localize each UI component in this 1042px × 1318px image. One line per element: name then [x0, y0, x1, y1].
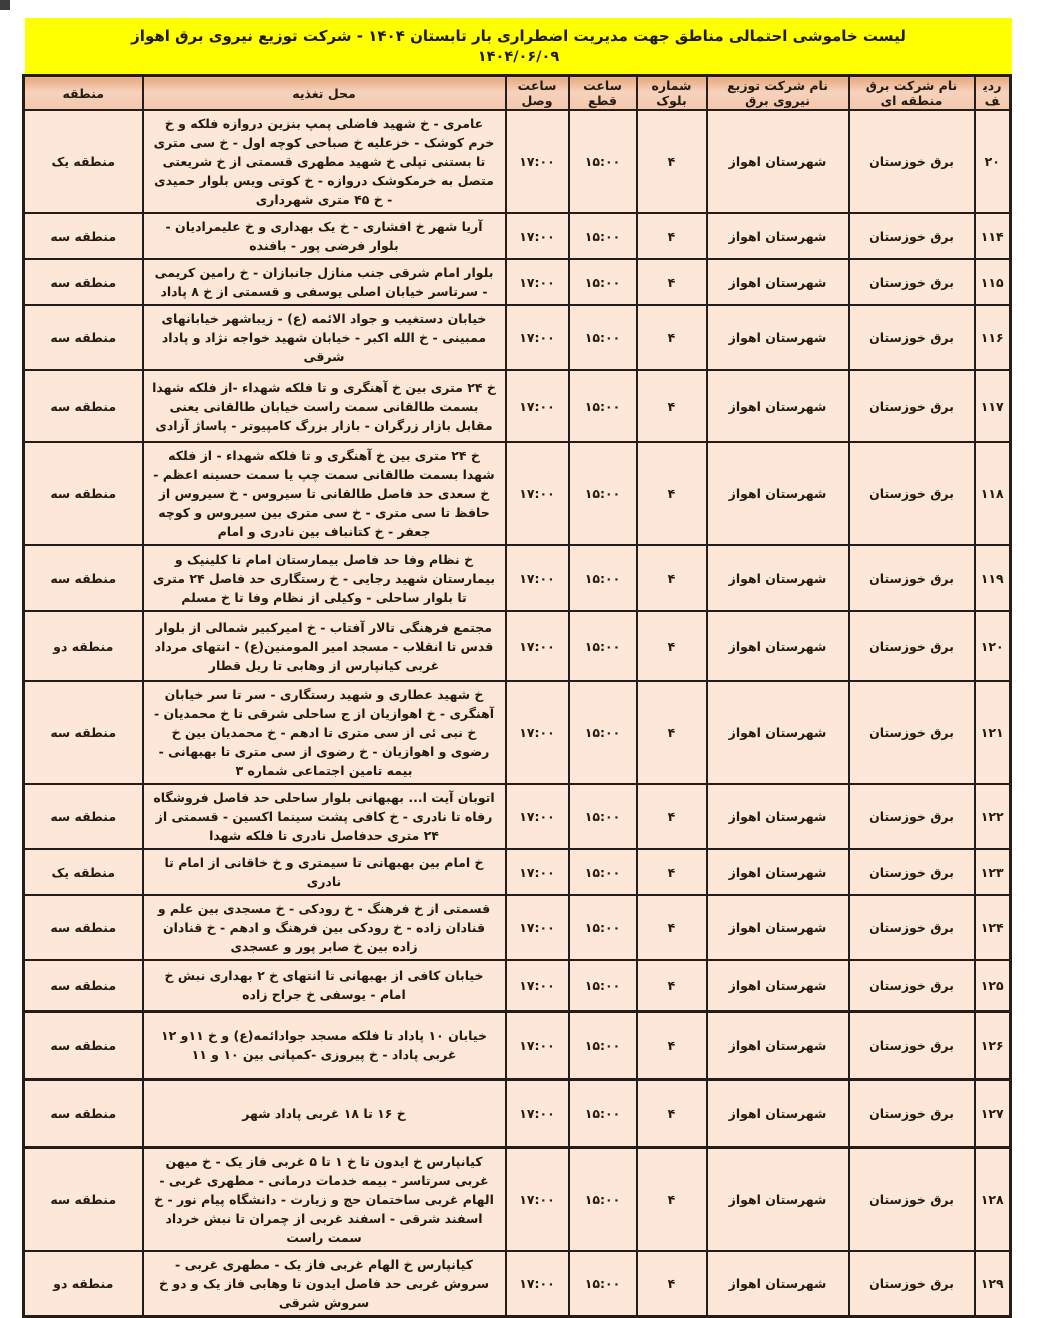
cell-zone: منطقه سه [24, 895, 143, 960]
cell-restore-time: ۱۷:۰۰ [506, 681, 569, 784]
cell-distribution-company: شهرستان اهواز [707, 1147, 849, 1251]
cell-regional-company: برق خوزستان [849, 370, 975, 442]
scan-corner-artifact [0, 0, 10, 10]
cell-block-no: ۴ [637, 960, 707, 1011]
cell-zone: منطقه سه [24, 1079, 143, 1147]
cell-distribution-company: شهرستان اهواز [707, 213, 849, 259]
cell-zone: منطقه سه [24, 442, 143, 545]
table-row [24, 545, 1011, 611]
cell-restore-time: ۱۷:۰۰ [506, 1079, 569, 1147]
header-zone: منطقه [24, 76, 143, 111]
cell-zone: منطقه سه [24, 545, 143, 611]
cell-distribution-company: شهرستان اهواز [707, 305, 849, 370]
cell-cut-time: ۱۵:۰۰ [569, 213, 637, 259]
cell-distribution-company: شهرستان اهواز [707, 110, 849, 213]
cell-restore-time: ۱۷:۰۰ [506, 895, 569, 960]
table-row [24, 1011, 1011, 1079]
cell-row-no: ۱۲۶ [975, 1011, 1011, 1079]
cell-feeding-location: خیابان ۱۰ پاداد تا فلکه مسجد جوادائمه(ع) و خ ۱۱و ۱۲ غربی پاداد - خ پیروزی -کمپانی بین ۱۰ و ۱۱ [143, 1011, 506, 1079]
cell-block-no: ۴ [637, 110, 707, 213]
cell-cut-time: ۱۵:۰۰ [569, 611, 637, 681]
cell-zone: منطقه سه [24, 1147, 143, 1251]
table-row [24, 681, 1011, 784]
cell-restore-time: ۱۷:۰۰ [506, 1147, 569, 1251]
cell-zone: منطقه سه [24, 370, 143, 442]
cell-feeding-location: خ امام بین بهبهانی تا سیمتری و خ خاقانی از امام تا نادری [143, 849, 506, 895]
cell-row-no: ۱۲۷ [975, 1079, 1011, 1147]
cell-block-no: ۴ [637, 784, 707, 849]
header-block-number: شماره بلوک [637, 76, 707, 111]
cell-block-no: ۴ [637, 370, 707, 442]
cell-cut-time: ۱۵:۰۰ [569, 784, 637, 849]
table-header [24, 76, 1011, 111]
cell-feeding-location: عامری - خ شهید فاضلی پمپ بنزین دروازه فلکه و خ خرم کوشک - خزعلیه خ صباحی کوچه اول - خ سی متری تا بستنی تپلی خ شهید مطهری قسمتی از خ شریعتی متصل به خرمکوشک دروازه - خ کوتی ویس بلوار حمیدی - خ ۴۵ متری شهرداری [143, 110, 506, 213]
cell-distribution-company: شهرستان اهواز [707, 611, 849, 681]
outage-table [22, 74, 1012, 1318]
cell-restore-time: ۱۷:۰۰ [506, 960, 569, 1011]
cell-regional-company: برق خوزستان [849, 784, 975, 849]
table-row [24, 960, 1011, 1011]
cell-zone: منطقه سه [24, 960, 143, 1011]
table-row [24, 611, 1011, 681]
cell-block-no: ۴ [637, 213, 707, 259]
cell-row-no: ۱۲۳ [975, 849, 1011, 895]
cell-feeding-location: خ شهید عطاری و شهید رستگاری - سر تا سر خیابان آهنگری - خ اهوازیان از ج ساحلی شرقی تا خ محمدیان - خ نبی ئی از سی متری تا ادهم - خ محمدیان بین خ رضوی و اهوازیان - خ رضوی از سی متری تا بهبهانی - بیمه تامین اجتماعی شماره ۳ [143, 681, 506, 784]
cell-distribution-company: شهرستان اهواز [707, 960, 849, 1011]
cell-distribution-company: شهرستان اهواز [707, 849, 849, 895]
cell-block-no: ۴ [637, 895, 707, 960]
cell-distribution-company: شهرستان اهواز [707, 545, 849, 611]
cell-row-no: ۲۰ [975, 110, 1011, 213]
page-date: ۱۴۰۴/۰۶/۰۹ [477, 49, 560, 65]
cell-feeding-location: اتوبان آیت ا... بهبهانی بلوار ساحلی حد فاصل فروشگاه رفاه تا نادری - خ کافی پشت سینما اکسین - قسمتی از ۲۴ متری حدفاصل نادری تا فلکه شهدا [143, 784, 506, 849]
cell-regional-company: برق خوزستان [849, 442, 975, 545]
table-row [24, 110, 1011, 213]
cell-row-no: ۱۱۴ [975, 213, 1011, 259]
cell-cut-time: ۱۵:۰۰ [569, 681, 637, 784]
cell-cut-time: ۱۵:۰۰ [569, 545, 637, 611]
cell-regional-company: برق خوزستان [849, 681, 975, 784]
cell-zone: منطقه سه [24, 681, 143, 784]
page-title: لیست خاموشی احتمالی مناطق جهت مدیریت اضطراری بار تابستان ۱۴۰۴ - شرکت توزیع نیروی برق اهواز [131, 27, 906, 45]
cell-block-no: ۴ [637, 442, 707, 545]
cell-zone: منطقه دو [24, 611, 143, 681]
cell-cut-time: ۱۵:۰۰ [569, 259, 637, 305]
cell-feeding-location: قسمتی از خ فرهنگ - خ رودکی - خ مسجدی بین علم و قنادان زاده - خ رودکی بین فرهنگ و ادهم - خ قنادان زاده بین خ صابر پور و عسجدی [143, 895, 506, 960]
table-row [24, 1147, 1011, 1251]
cell-row-no: ۱۲۵ [975, 960, 1011, 1011]
cell-block-no: ۴ [637, 1251, 707, 1317]
cell-block-no: ۴ [637, 611, 707, 681]
cell-restore-time: ۱۷:۰۰ [506, 213, 569, 259]
header-restore-time: ساعت وصل [506, 76, 569, 111]
cell-feeding-location: کیانپارس خ ایدون تا خ ۱ تا ۵ غربی فاز یک - خ میهن غربی سرتاسر - بیمه خدمات درمانی - مطهری غربی - الهام غربی ساختمان حج و زیارت - دانشگاه پیام نور - خ اسفند شرقی - اسفند غربی از چمران تا نبش خرداد سمت راست [143, 1147, 506, 1251]
cell-zone: منطقه دو [24, 1251, 143, 1317]
table-row [24, 784, 1011, 849]
cell-feeding-location: مجتمع فرهنگی تالار آفتاب - خ امیرکبیر شمالی از بلوار قدس تا انقلاب - مسجد امیر المومنین(ع) - انتهای مرداد غربی کیانپارس از وهابی تا ریل قطار [143, 611, 506, 681]
cell-distribution-company: شهرستان اهواز [707, 1079, 849, 1147]
cell-distribution-company: شهرستان اهواز [707, 1251, 849, 1317]
cell-row-no: ۱۲۸ [975, 1147, 1011, 1251]
cell-cut-time: ۱۵:۰۰ [569, 1011, 637, 1079]
cell-cut-time: ۱۵:۰۰ [569, 895, 637, 960]
cell-regional-company: برق خوزستان [849, 895, 975, 960]
cell-zone: منطقه سه [24, 305, 143, 370]
table-row [24, 895, 1011, 960]
cell-restore-time: ۱۷:۰۰ [506, 545, 569, 611]
cell-regional-company: برق خوزستان [849, 259, 975, 305]
cell-cut-time: ۱۵:۰۰ [569, 370, 637, 442]
header-cut-time: ساعت قطع [569, 76, 637, 111]
cell-restore-time: ۱۷:۰۰ [506, 442, 569, 545]
cell-block-no: ۴ [637, 305, 707, 370]
cell-row-no: ۱۱۶ [975, 305, 1011, 370]
table-row [24, 370, 1011, 442]
cell-cut-time: ۱۵:۰۰ [569, 110, 637, 213]
cell-feeding-location: خیابان کافی از بهبهانی تا انتهای خ ۲ بهداری نبش خ امام - یوسفی خ جراح زاده [143, 960, 506, 1011]
cell-cut-time: ۱۵:۰۰ [569, 1251, 637, 1317]
cell-restore-time: ۱۷:۰۰ [506, 110, 569, 213]
cell-row-no: ۱۲۰ [975, 611, 1011, 681]
cell-block-no: ۴ [637, 545, 707, 611]
cell-distribution-company: شهرستان اهواز [707, 1011, 849, 1079]
cell-regional-company: برق خوزستان [849, 213, 975, 259]
title-band [25, 18, 1012, 74]
cell-feeding-location: کیانپارس خ الهام غربی فاز یک - مطهری غربی - سروش غربی حد فاصل ایدون تا وهابی فاز یک و دو خ سروش شرقی [143, 1251, 506, 1317]
cell-restore-time: ۱۷:۰۰ [506, 370, 569, 442]
cell-restore-time: ۱۷:۰۰ [506, 1251, 569, 1317]
table-row [24, 442, 1011, 545]
cell-regional-company: برق خوزستان [849, 1011, 975, 1079]
cell-restore-time: ۱۷:۰۰ [506, 611, 569, 681]
cell-regional-company: برق خوزستان [849, 110, 975, 213]
cell-cut-time: ۱۵:۰۰ [569, 305, 637, 370]
cell-distribution-company: شهرستان اهواز [707, 681, 849, 784]
cell-regional-company: برق خوزستان [849, 545, 975, 611]
cell-cut-time: ۱۵:۰۰ [569, 849, 637, 895]
cell-zone: منطقه سه [24, 784, 143, 849]
cell-cut-time: ۱۵:۰۰ [569, 442, 637, 545]
table-row [24, 259, 1011, 305]
table-row [24, 305, 1011, 370]
outage-sheet [25, 18, 1012, 1318]
cell-row-no: ۱۱۷ [975, 370, 1011, 442]
header-row [24, 76, 1011, 111]
cell-row-no: ۱۲۹ [975, 1251, 1011, 1317]
cell-row-no: ۱۱۹ [975, 545, 1011, 611]
cell-zone: منطقه سه [24, 259, 143, 305]
cell-feeding-location: خ ۱۶ تا ۱۸ غربی پاداد شهر [143, 1079, 506, 1147]
cell-feeding-location: خ ۲۴ متری بین خ آهنگری و تا فلکه شهداء - از فلکه شهدا بسمت طالقانی سمت چپ یا سمت حسینه اعظم - خ سعدی حد فاصل طالقانی تا سیروس - خ سیروس از حافظ تا سی متری - خ سی متری بین سیروس و کوچه جعفر - خ کتانباف بین نادری و امام [143, 442, 506, 545]
cell-cut-time: ۱۵:۰۰ [569, 960, 637, 1011]
cell-distribution-company: شهرستان اهواز [707, 784, 849, 849]
cell-cut-time: ۱۵:۰۰ [569, 1147, 637, 1251]
cell-row-no: ۱۱۸ [975, 442, 1011, 545]
cell-row-no: ۱۲۴ [975, 895, 1011, 960]
cell-feeding-location: آریا شهر خ افشاری - خ یک بهداری و خ علیمرادیان - بلوار فرضی پور - بافنده [143, 213, 506, 259]
cell-feeding-location: بلوار امام شرقی جنب منازل جانبازان - خ رامین کریمی - سرتاسر خیابان اصلی یوسفی و قسمتی از خ ۸ پاداد [143, 259, 506, 305]
cell-regional-company: برق خوزستان [849, 1147, 975, 1251]
cell-distribution-company: شهرستان اهواز [707, 259, 849, 305]
cell-zone: منطقه یک [24, 849, 143, 895]
cell-distribution-company: شهرستان اهواز [707, 442, 849, 545]
cell-distribution-company: شهرستان اهواز [707, 895, 849, 960]
cell-regional-company: برق خوزستان [849, 611, 975, 681]
cell-restore-time: ۱۷:۰۰ [506, 305, 569, 370]
cell-row-no: ۱۱۵ [975, 259, 1011, 305]
cell-block-no: ۴ [637, 1079, 707, 1147]
cell-block-no: ۴ [637, 681, 707, 784]
table-row [24, 1079, 1011, 1147]
cell-row-no: ۱۲۱ [975, 681, 1011, 784]
cell-regional-company: برق خوزستان [849, 305, 975, 370]
cell-block-no: ۴ [637, 849, 707, 895]
cell-feeding-location: خ ۲۴ متری بین خ آهنگری و تا فلکه شهداء -از فلکه شهدا بسمت طالقانی سمت راست خیابان طالقانی یعنی مقابل بازار زرگران - بازار بزرگ کامپیوتر - پاساژ آزادی [143, 370, 506, 442]
cell-restore-time: ۱۷:۰۰ [506, 784, 569, 849]
cell-zone: منطقه سه [24, 213, 143, 259]
table-row [24, 1251, 1011, 1317]
cell-regional-company: برق خوزستان [849, 1079, 975, 1147]
header-distribution-company: نام شرکت توزیع نیروی برق [707, 76, 849, 111]
cell-block-no: ۴ [637, 1147, 707, 1251]
cell-regional-company: برق خوزستان [849, 849, 975, 895]
cell-block-no: ۴ [637, 1011, 707, 1079]
header-row-number: ردیف [975, 76, 1011, 111]
cell-restore-time: ۱۷:۰۰ [506, 259, 569, 305]
cell-restore-time: ۱۷:۰۰ [506, 1011, 569, 1079]
cell-regional-company: برق خوزستان [849, 960, 975, 1011]
cell-zone: منطقه یک [24, 110, 143, 213]
cell-distribution-company: شهرستان اهواز [707, 370, 849, 442]
cell-restore-time: ۱۷:۰۰ [506, 849, 569, 895]
table-row [24, 213, 1011, 259]
cell-row-no: ۱۲۲ [975, 784, 1011, 849]
cell-feeding-location: خ نظام وفا حد فاصل بیمارستان امام تا کلینیک و بیمارستان شهید رجایی - خ رستگاری حد فاصل ۲۴ متری تا بلوار ساحلی - وکیلی از نظام وفا تا خ مسلم [143, 545, 506, 611]
header-feeding-location: محل تغذیه [143, 76, 506, 111]
cell-cut-time: ۱۵:۰۰ [569, 1079, 637, 1147]
table-row [24, 849, 1011, 895]
cell-feeding-location: خیابان دستغیب و جواد الائمه (ع) - زیباشهر خیابانهای ممبینی - خ الله اکبر - خیابان شهید خواجه نژاد و پاداد شرقی [143, 305, 506, 370]
header-regional-company: نام شرکت برق منطقه ای [849, 76, 975, 111]
cell-regional-company: برق خوزستان [849, 1251, 975, 1317]
table-body [24, 110, 1011, 1316]
cell-zone: منطقه سه [24, 1011, 143, 1079]
cell-block-no: ۴ [637, 259, 707, 305]
